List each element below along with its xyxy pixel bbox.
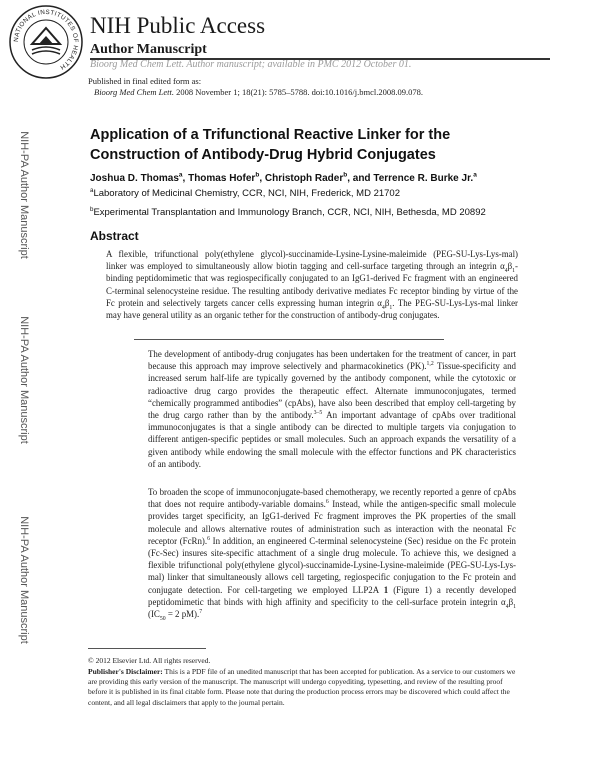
author-name: Terrence R. Burke Jr. — [373, 173, 474, 184]
seal-ring-text: NATIONAL INSTITUTES OF HEALTH — [12, 8, 80, 71]
copyright-notice: © 2012 Elsevier Ltd. All rights reserved. — [88, 656, 211, 665]
author-manuscript-label: Author Manuscript — [90, 42, 207, 57]
citation-ref: 6 — [325, 499, 329, 506]
publisher-disclaimer: Publisher's Disclaimer: This is a PDF file of an unedited manuscript that has been accepted for publication. As a service to our customers we are providing this early version of the manuscript. The manuscript will undergo copyediting, typesetting, and review of the resulting proof before it is published in its final citable form. Please note that during the production process errors may be discovered which could affect the content, and all legal disclaimers that apply to the journal pertain. — [88, 667, 516, 707]
citation — [94, 87, 423, 97]
side-label-2: NIH-PA Author Manuscript — [18, 316, 31, 444]
compound-number: 1 — [383, 584, 389, 595]
author-name: Christoph Rader — [264, 173, 344, 184]
affiliation-a: $^a$Laboratory of Medicinal Chemistry, CCR, NCI, NIH, Frederick, MD 21702 — [90, 186, 400, 199]
author-list: Joshua D. Thomas$^a$, Thomas Hofer$^b$, Christoph Rader$^b$, and Terrence R. Burke Jr.$^a$ — [90, 171, 477, 184]
footnote-divider — [88, 648, 206, 649]
citation-ref: 3–5 — [313, 410, 323, 417]
author-name: Joshua D. Thomas — [90, 173, 179, 184]
abstract-text: A flexible, trifunctional poly(ethylene glycol)-succinamide-Lysine-Lysine-maleimide (PEG-SU-Lys-Lys-mal) linker was employed to simultaneously allow biotin tagging and cell-surface targeting through an integrin $\alpha_4\beta_1$-binding peptidomimetic that was regiospecifically conjugated to an IgG1-derived Fc fragment with an engineered C-terminal selenocysteine residue. The resulting antibody derivative mediates Fc receptor binding by virtue of the Fc protein and selectively targets cancer cells expressing human integrin $\alpha_4\beta_1$. The PEG-SU-Lys-Lys-mal linker may have general utility as an organic tether for the construction of antibody-drug conjugates. — [106, 249, 518, 321]
published-form-label: Published in final edited form as: — [88, 76, 202, 86]
citation-ref: 6 — [207, 535, 210, 542]
author-name: Thomas Hofer — [188, 173, 256, 184]
article-title: Application of a Trifunctional Reactive Linker for the Construction of Antibody-Drug Hybrid Conjugates — [90, 127, 451, 163]
citation-ref: 1,2 — [426, 361, 434, 368]
body-paragraph-2: To broaden the scope of immunoconjugate-based chemotherapy, we recently reported a genre of cpAbs that does not require antibody-variable domains.$^6$ Instead, while the antigen-specific small molecule provides target specificity, an IgG1-derived Fc fragment improves the PK properties of the small molecule and allows alternative routes of administration such as interaction with the neonatal Fc receptor (FcRn).$^6$ In addition, an engineered C-terminal selenocysteine (Sec) residue on the Fc protein (Fc-Sec) insures site-specific attachment of a single drug molecule. To achieve this, we designed a flexible trifunctional poly(ethylene glycol)-succinamide-Lysine-Lysine-maleimide (PEG-SU-Lys-Lys-mal) linker that simultaneously allows cell targeting, regiospecific conjugation to the Fc protein and conjugate detection. For cell-targeting we employed LLP2A 1 (Figure 1) a recently developed peptidomimetic that binds with high affinity and specificity to the cell-surface protein integrin $\alpha_4\beta_1$ ($IC_{50} = 2$ pM).$^7$ — [148, 487, 517, 622]
availability-note: Bioorg Med Chem Lett. Author manuscript; available in PMC 2012 October 01. — [90, 59, 412, 70]
citation-details: 2008 November 1; 18(21): 5785–5788. doi:10.1016/j.bmcl.2008.09.078. — [173, 87, 424, 97]
journal-name: Bioorg Med Chem Lett. — [94, 87, 174, 97]
nih-public-access-title: NIH Public Access — [90, 13, 266, 38]
nih-seal-logo — [8, 4, 84, 80]
citation-ref: 7 — [199, 609, 203, 616]
affiliation-b: $^b$Experimental Transplantation and Immunology Branch, CCR, NCI, NIH, Bethesda, MD 20892 — [90, 205, 486, 218]
abstract-divider — [134, 339, 444, 340]
abstract-heading: Abstract — [90, 229, 139, 243]
body-paragraph-1: The development of antibody-drug conjugates has been undertaken for the treatment of cancer, in part because this approach may improve selectively and pharmacokinetics (PK).$^{1,2}$ Tissue-specificity and increased serum half-life are typically governed by the antibody component, while the cytotoxic or radioactive drug cargo provides the therapeutic effect. Alternate immunoconjugates, termed “chemically programmed antibodies” (cpAbs), have also been described that employ cell-targeting by the drug cargo rather than by the antibody.$^{3-5}$ An important advantage of cpAbs over traditional immunoconjugates is that a single antibody can be directed to multiple targets via conjugation to different antigen-specific peptides or small molecules. Such an approach expands the versatility of a given antibody while endowing the small molecule with the effector functions and PK characteristics of an antibody. — [148, 349, 516, 469]
side-label-1: NIH-PA Author Manuscript — [18, 131, 31, 259]
side-label-3: NIH-PA Author Manuscript — [18, 516, 31, 644]
